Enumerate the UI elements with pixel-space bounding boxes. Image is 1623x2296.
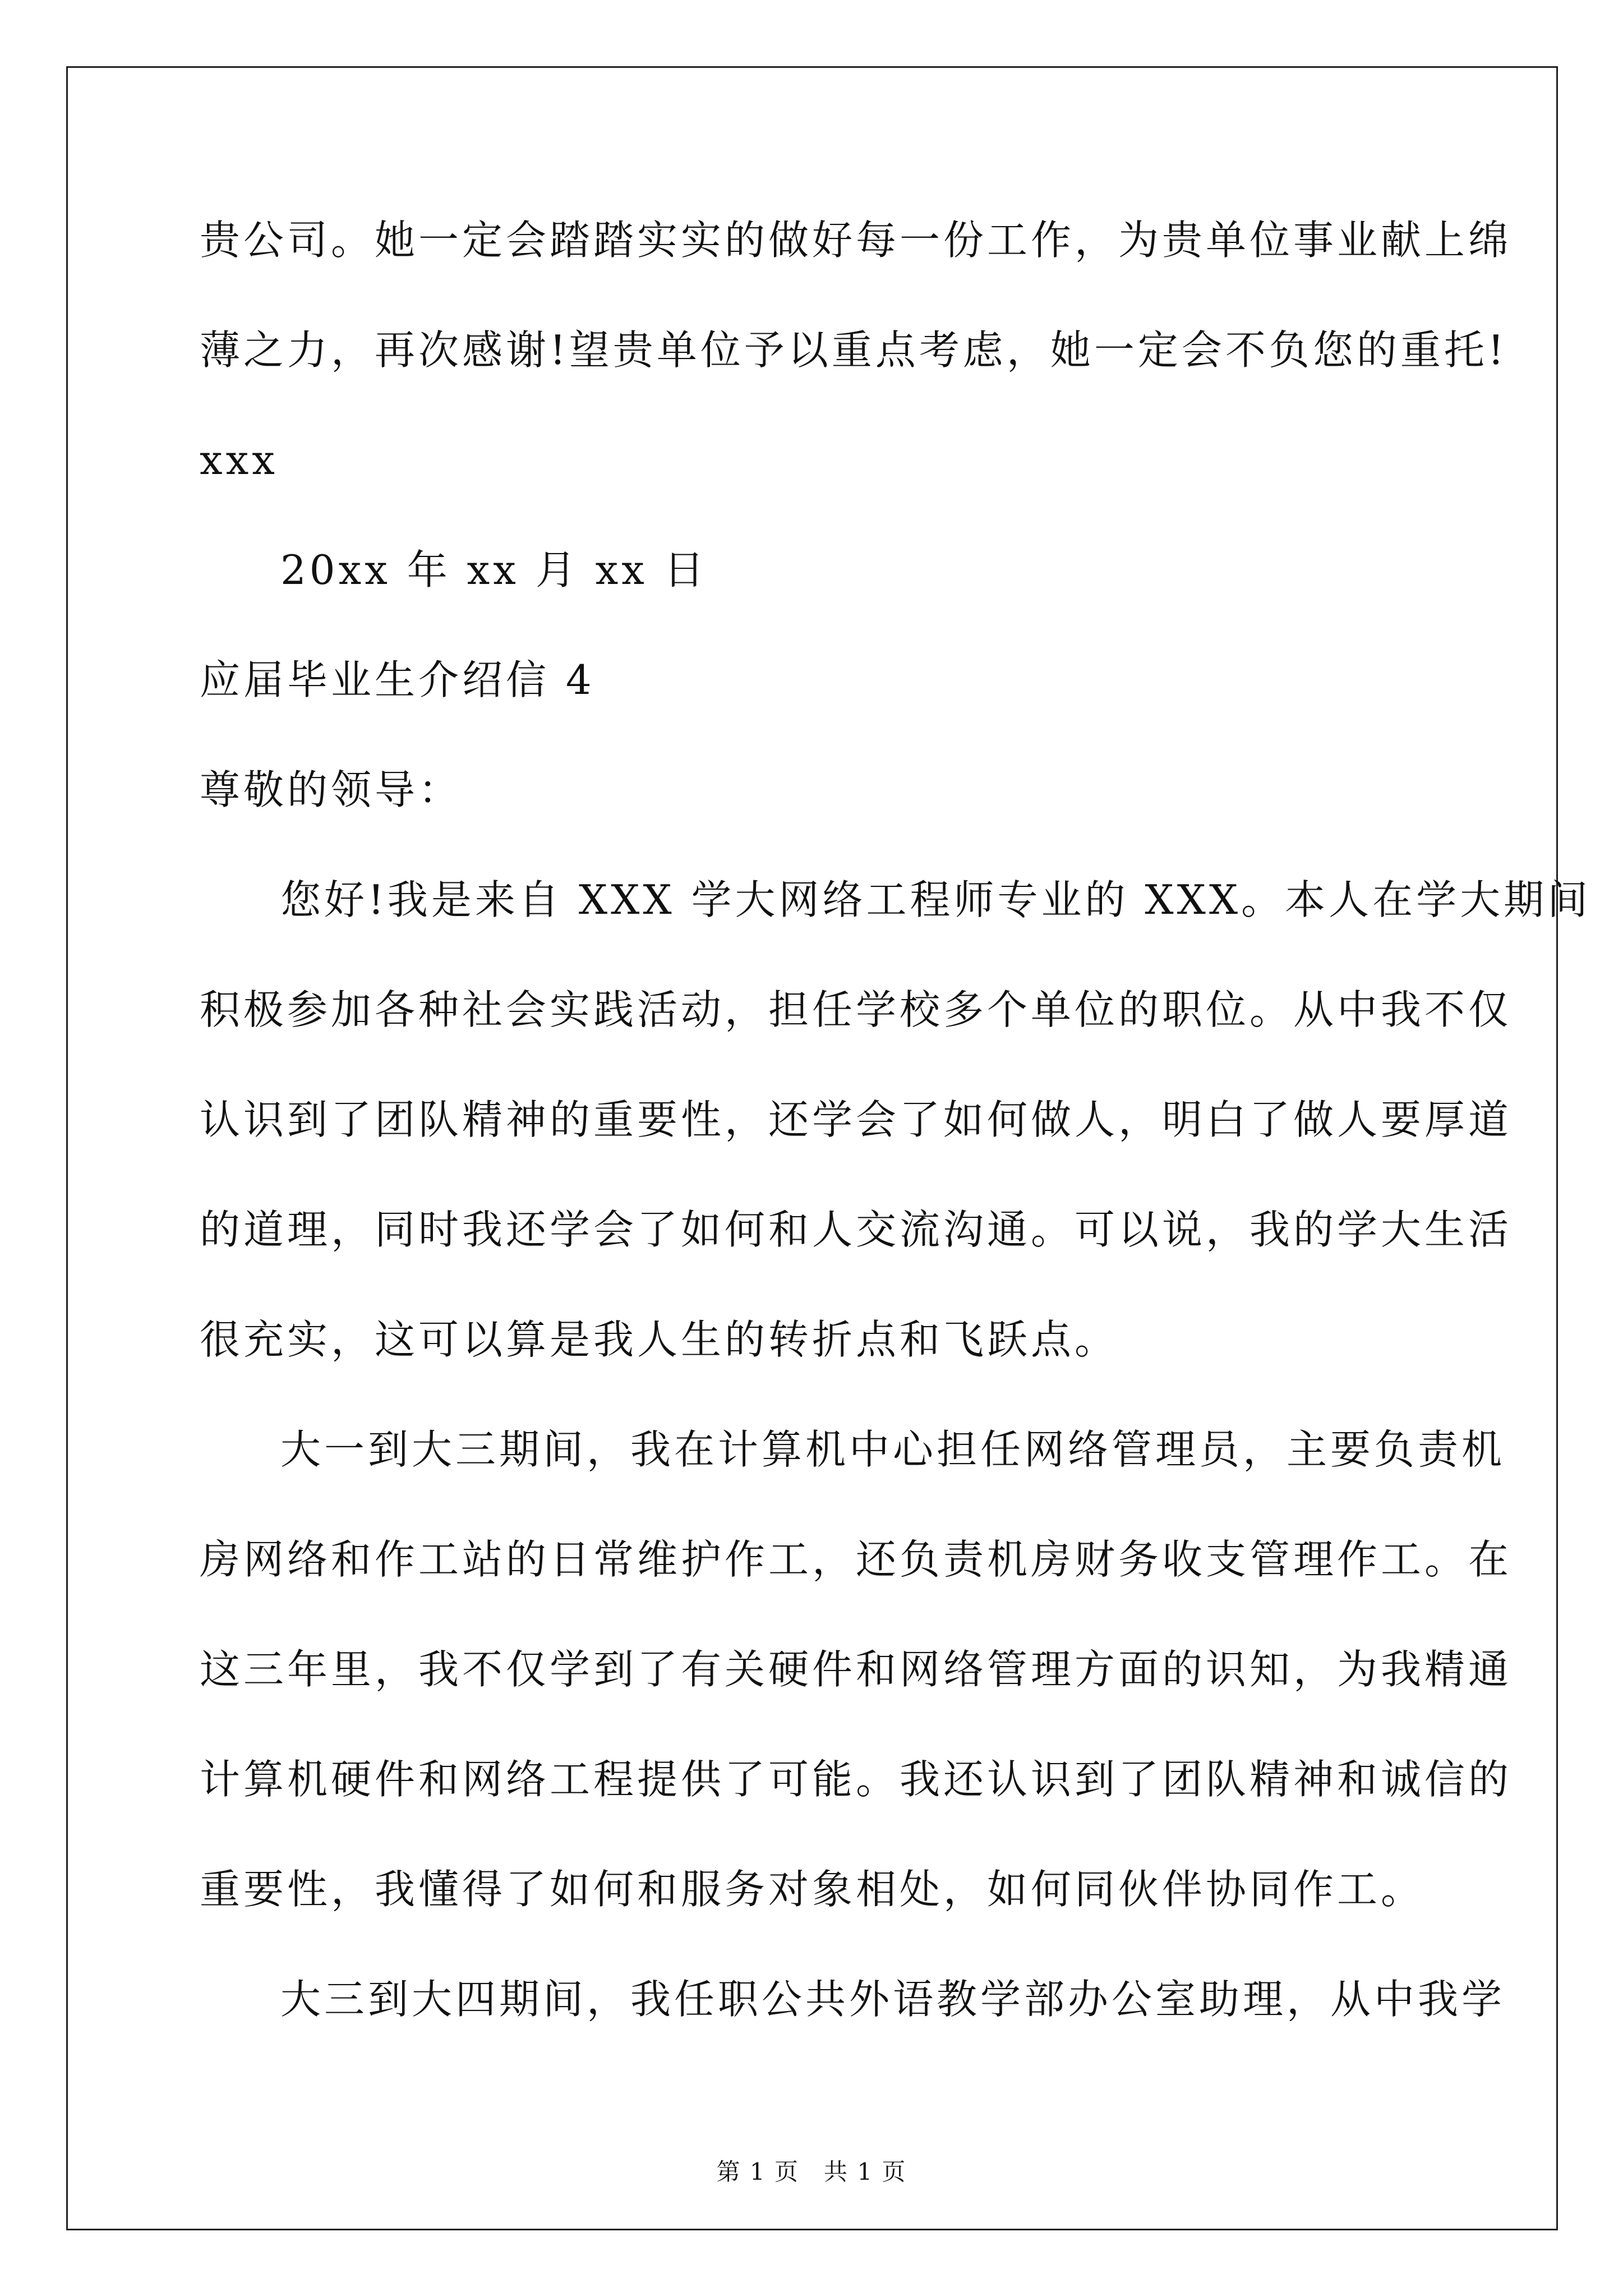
text-line: 重要性，我懂得了如何和服务对象相处，如何同伙伴协同作工。 bbox=[200, 1866, 1425, 1913]
continuation-paragraph bbox=[200, 212, 1513, 378]
text-line: 很充实，这可以算是我人生的转折点和飞跃点。 bbox=[200, 1316, 1119, 1363]
text-line: 计算机硬件和网络工程提供了可能。我还认识到了团队精神和诚信的 bbox=[200, 1756, 1513, 1803]
text-line: 房网络和作工站的日常维护作工，还负责机房财务收支管理作工。在 bbox=[200, 1536, 1513, 1583]
text-line: 的道理，同时我还学会了如何和人交流沟通。可以说，我的学大生活 bbox=[200, 1206, 1513, 1253]
text-line: 认识到了团队精神的重要性，还学会了如何做人，明白了做人要厚道 bbox=[200, 1096, 1513, 1143]
document-body bbox=[200, 212, 1592, 2081]
page-footer: 第 1 页 共 1 页 bbox=[716, 2158, 907, 2185]
signature: xxx bbox=[200, 436, 278, 484]
text-line: 大一到大三期间，我在计算机中心担任网络管理员，主要负责机 bbox=[280, 1426, 1506, 1473]
paragraph-3 bbox=[200, 1971, 1506, 2027]
paragraph-1 bbox=[200, 872, 1592, 1368]
text-line: 薄之力，再次感谢!望贵单位予以重点考虑，她一定会不负您的重托! bbox=[200, 326, 1507, 374]
text-line: 大三到大四期间，我任职公共外语教学部办公室助理，从中我学 bbox=[280, 1976, 1506, 2023]
text-line: 这三年里，我不仅学到了有关硬件和网络管理方面的识知，为我精通 bbox=[200, 1646, 1513, 1693]
date-line: 20xx 年 xx 月 xx 日 bbox=[280, 546, 708, 593]
paragraph-2 bbox=[200, 1421, 1513, 1917]
text-line: 贵公司。她一定会踏踏实实的做好每一份工作，为贵单位事业献上绵 bbox=[200, 217, 1513, 264]
letter-title: 应届毕业生介绍信 4 bbox=[200, 656, 595, 703]
text-line: 积极参加各种社会实践活动，担任学校多个单位的职位。从中我不仅 bbox=[200, 986, 1513, 1033]
text-line: 您好!我是来自 XXX 学大网络工程师专业的 XXX。本人在学大期间 bbox=[280, 876, 1592, 923]
salutation: 尊敬的领导： bbox=[200, 766, 463, 813]
